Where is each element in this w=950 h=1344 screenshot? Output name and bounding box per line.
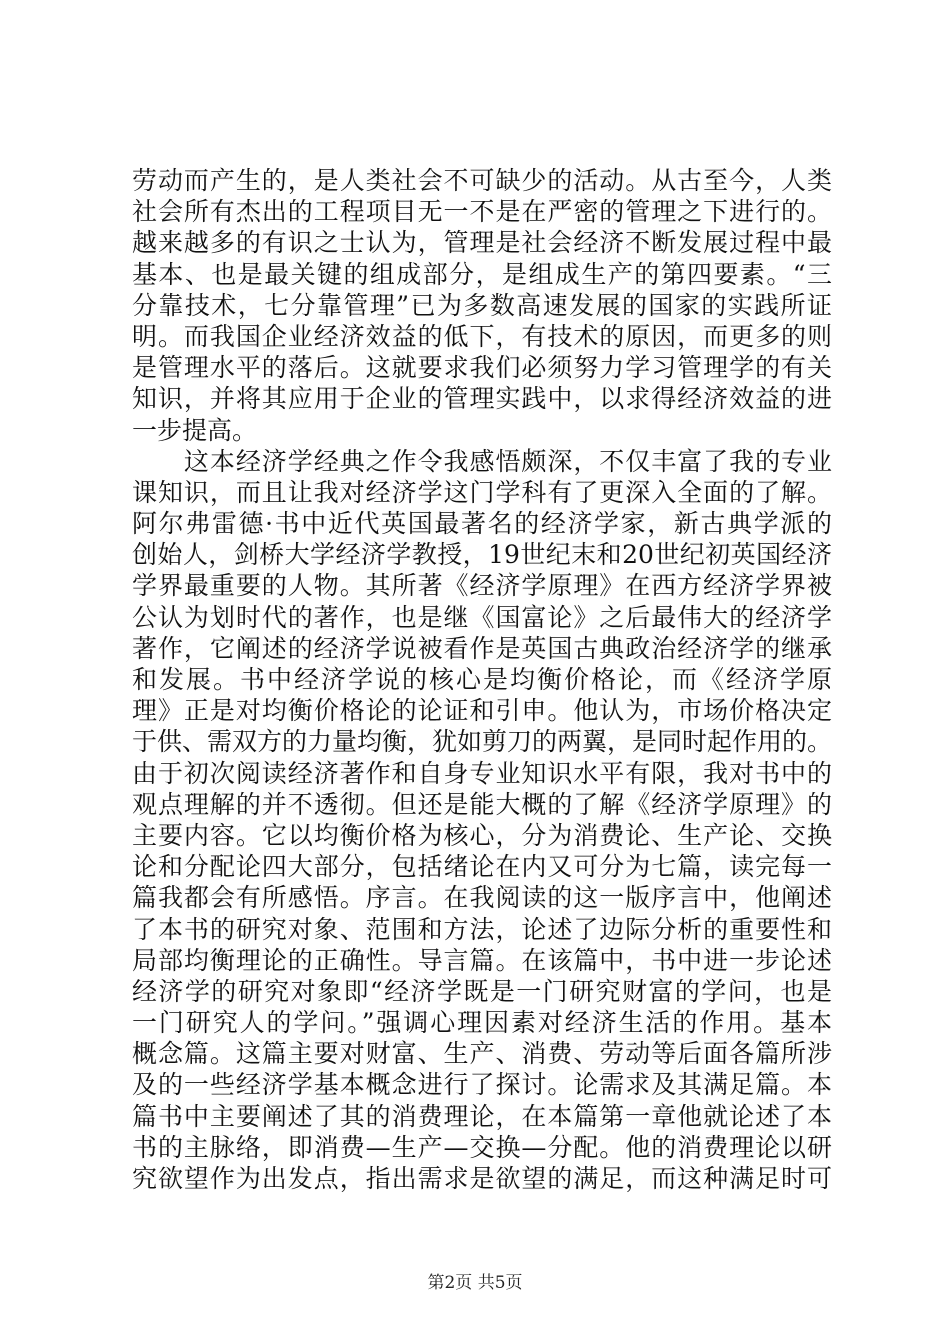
text-line: 篇书中主要阐述了其的消费理论，在本篇第一章他就论述了本 — [132, 1101, 832, 1131]
text-line: 公认为划时代的著作，也是继《国富论》之后最伟大的经济学 — [132, 602, 832, 632]
body-text — [132, 165, 832, 1194]
text-line: 基本、也是最关键的组成部分，是组成生产的第四要素。“三 — [132, 259, 832, 289]
text-line: 由于初次阅读经济著作和自身专业知识水平有限，我对书中的 — [132, 758, 832, 788]
text-line: 观点理解的并不透彻。但还是能大概的了解《经济学原理》的 — [132, 789, 832, 819]
text-line: 经济学的研究对象即“经济学既是一门研究财富的学问，也是 — [132, 976, 832, 1006]
text-line: 书的主脉络，即消费—生产—交换—分配。他的消费理论以研 — [132, 1132, 832, 1162]
text-line: 理》正是对均衡价格论的论证和引申。他认为，市场价格决定 — [132, 696, 832, 726]
text-line: 及的一些经济学基本概念进行了探讨。论需求及其满足篇。本 — [132, 1070, 832, 1100]
text-line: 于供、需双方的力量均衡，犹如剪刀的两翼，是同时起作用的。 — [132, 727, 833, 757]
text-line: 了本书的研究对象、范围和方法，论述了边际分析的重要性和 — [132, 914, 832, 944]
text-line: 篇我都会有所感悟。序言。在我阅读的这一版序言中，他阐述 — [132, 883, 832, 913]
text-line: 是管理水平的落后。这就要求我们必须努力学习管理学的有关 — [132, 353, 832, 383]
text-line: 分靠技术，七分靠管理”已为多数高速发展的国家的实践所证 — [132, 290, 832, 320]
text-line: 越来越多的有识之士认为，管理是社会经济不断发展过程中最 — [132, 228, 832, 258]
text-line: 局部均衡理论的正确性。导言篇。在该篇中，书中进一步论述 — [132, 945, 832, 975]
text-line: 社会所有杰出的工程项目无一不是在严密的管理之下进行的。 — [132, 197, 832, 227]
text-line: 阿尔弗雷德·书中近代英国最著名的经济学家，新古典学派的 — [132, 509, 832, 539]
text-line: 概念篇。这篇主要对财富、生产、消费、劳动等后面各篇所涉 — [132, 1039, 832, 1069]
text-line: 主要内容。它以均衡价格为核心，分为消费论、生产论、交换 — [132, 820, 832, 850]
text-line: 明。而我国企业经济效益的低下，有技术的原因，而更多的则 — [132, 321, 832, 351]
text-line: 论和分配论四大部分，包括绪论在内又可分为七篇，读完每一 — [132, 852, 832, 882]
text-line: 究欲望作为出发点，指出需求是欲望的满足，而这种满足时可 — [132, 1164, 832, 1193]
text-line: 学界最重要的人物。其所著《经济学原理》在西方经济学界被 — [132, 571, 832, 601]
text-line: 课知识，而且让我对经济学这门学科有了更深入全面的了解。 — [132, 477, 832, 507]
page-footer: 第2页 共5页 — [427, 1273, 523, 1293]
text-line: 知识，并将其应用于企业的管理实践中，以求得经济效益的进 — [132, 384, 832, 414]
text-line: 创始人，剑桥大学经济学教授，19世纪末和20世纪初英国经济 — [132, 540, 832, 570]
text-line: 一步提高。 — [132, 415, 258, 445]
text-line: 著作，它阐述的经济学说被看作是英国古典政治经济学的继承 — [132, 633, 832, 663]
text-line: 和发展。书中经济学说的核心是均衡价格论，而《经济学原 — [132, 665, 832, 694]
text-line: 这本经济学经典之作令我感悟颇深，不仅丰富了我的专业 — [132, 446, 832, 476]
text-line: 劳动而产生的，是人类社会不可缺少的活动。从古至今，人类 — [132, 166, 832, 195]
text-line: 一门研究人的学问。”强调心理因素对经济生活的作用。基本 — [132, 1008, 832, 1038]
